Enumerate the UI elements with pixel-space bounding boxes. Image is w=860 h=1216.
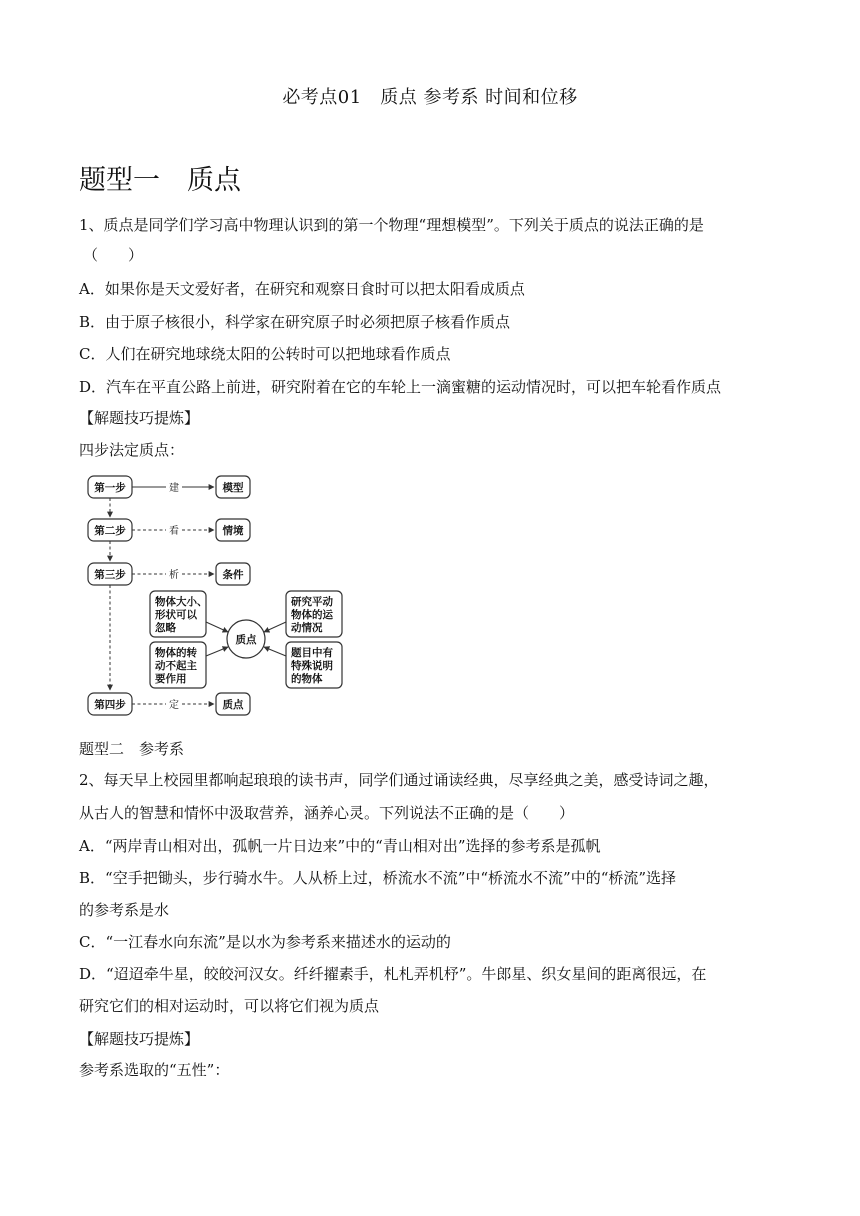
verb4: 定 bbox=[169, 700, 179, 711]
verb2: 看 bbox=[169, 526, 179, 537]
cond-right-top-l2: 物体的运 bbox=[291, 609, 333, 621]
cond-left-top-l3: 忽略 bbox=[155, 622, 176, 634]
cond-right-top-l1: 研究平动 bbox=[291, 596, 333, 608]
q1-option-c: C．人们在研究地球绕太阳的公转时可以把地球看作质点 bbox=[79, 345, 451, 363]
cond-left-bottom-l1: 物体的转 bbox=[155, 647, 197, 659]
result2-box bbox=[216, 519, 250, 541]
verb3: 析 bbox=[169, 570, 179, 581]
q2-option-d-line1: D．“迢迢牵牛星，皎皎河汉女。纤纤擢素手，札札弄机杼”。牛郎星、织女星间的距离很远，在 bbox=[79, 965, 707, 983]
q1-stem-line2: （ ） bbox=[83, 246, 144, 264]
step4-box bbox=[88, 693, 132, 715]
cond-right-top-box bbox=[286, 591, 342, 637]
section1-heading: 题型一 质点 bbox=[79, 165, 241, 196]
cond-right-top-l3: 动情况 bbox=[291, 622, 323, 634]
q2-option-a: A．“两岸青山相对出，孤帆一片日边来”中的“青山相对出”选择的参考系是孤帆 bbox=[79, 837, 601, 855]
five-props-label: 参考系选取的“五性”： bbox=[79, 1061, 230, 1079]
step3-box bbox=[88, 563, 132, 585]
arrow-lb-center bbox=[206, 647, 228, 656]
step1-label: 第一步 bbox=[94, 482, 126, 494]
cond-right-bottom-l1: 题目中有 bbox=[291, 647, 333, 659]
cond-right-bottom-box bbox=[286, 642, 342, 688]
q1-option-a: A．如果你是天文爱好者，在研究和观察日食时可以把太阳看成质点 bbox=[79, 280, 525, 298]
method-intro: 四步法定质点： bbox=[79, 441, 185, 459]
step1-box bbox=[88, 476, 132, 498]
cond-left-top-box bbox=[150, 591, 208, 637]
result4-label: 质点 bbox=[222, 699, 244, 711]
result3-box bbox=[216, 563, 250, 585]
q1-option-b: B．由于原子核很小，科学家在研究原子时必须把原子核看作质点 bbox=[79, 313, 511, 331]
result1-label: 模型 bbox=[222, 482, 244, 494]
q2-option-d-line2: 研究它们的相对运动时，可以将它们视为质点 bbox=[79, 997, 380, 1015]
step3-label: 第三步 bbox=[94, 569, 126, 581]
section2-heading: 题型二 参考系 bbox=[79, 740, 185, 758]
q2-option-b-line2: 的参考系是水 bbox=[79, 901, 170, 919]
q2-tips-label: 【解题技巧提炼】 bbox=[79, 1030, 200, 1048]
step2-label: 第二步 bbox=[94, 525, 126, 537]
cond-left-top-l1: 物体大小、 bbox=[155, 596, 208, 608]
q1-stem-line1: 1、质点是同学们学习高中物理认识到的第一个物理“理想模型”。下列关于质点的说法正确的是 bbox=[79, 216, 704, 234]
center-circle bbox=[227, 620, 265, 658]
center-label: 质点 bbox=[235, 634, 257, 646]
cond-right-bottom-l2: 特殊说明 bbox=[291, 660, 333, 672]
verb1: 建 bbox=[169, 483, 179, 494]
step4-label: 第四步 bbox=[94, 699, 126, 711]
cond-left-bottom-l2: 动不起主 bbox=[155, 660, 197, 672]
result4-box bbox=[216, 693, 250, 715]
arrow-rb-center bbox=[264, 647, 286, 656]
q2-stem-line2: 从古人的智慧和情怀中汲取营养，涵养心灵。下列说法不正确的是（ ） bbox=[79, 804, 575, 822]
q2-option-c: C．“一江春水向东流”是以水为参考系来描述水的运动的 bbox=[79, 933, 451, 951]
result1-box bbox=[216, 476, 250, 498]
result2-label: 情境 bbox=[222, 525, 244, 537]
page-title: 必考点01 质点 参考系 时间和位移 bbox=[282, 87, 578, 108]
arrow-lt-center bbox=[206, 622, 228, 632]
four-step-diagram bbox=[84, 472, 364, 722]
cond-right-bottom-l3: 的物体 bbox=[291, 673, 323, 685]
q2-stem-line1: 2、每天早上校园里都响起琅琅的读书声，同学们通过诵读经典，尽享经典之美，感受诗词之趣， bbox=[79, 771, 719, 789]
cond-left-bottom-l3: 要作用 bbox=[155, 673, 187, 685]
q1-tips-label: 【解题技巧提炼】 bbox=[79, 409, 200, 427]
q1-option-d: D．汽车在平直公路上前进，研究附着在它的车轮上一滴蜜糖的运动情况时，可以把车轮看作质点 bbox=[79, 378, 722, 396]
q2-option-b-line1: B．“空手把锄头，步行骑水牛。人从桥上过，桥流水不流”中“桥流水不流”中的“桥流”选择 bbox=[79, 869, 677, 887]
step2-box bbox=[88, 519, 132, 541]
cond-left-bottom-box bbox=[150, 642, 206, 688]
cond-left-top-l2: 形状可以 bbox=[155, 609, 197, 621]
arrow-rt-center bbox=[264, 622, 286, 632]
result3-label: 条件 bbox=[222, 569, 244, 581]
